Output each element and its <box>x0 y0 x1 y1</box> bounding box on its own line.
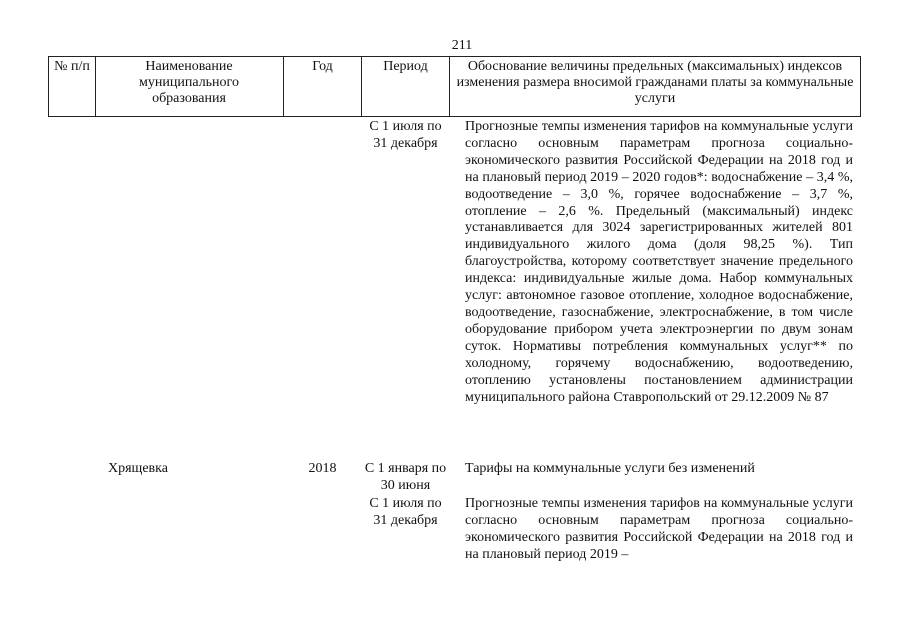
row-justification: Прогнозные темпы изменения тарифов на коммунальные услуги согласно основным параметрам прогноза социально-экономического развития Российской Федерации на 2018 год и на плановый период 2019 – <box>465 496 853 562</box>
row-period: С 1 января по 30 июня <box>364 461 447 493</box>
row-justification: Прогнозные темпы изменения тарифов на коммунальные услуги согласно основным параметрам прогноза социально-экономического развития Российской Федерации на 2018 год и на плановый период 2019 – 2020 годов*: водоснабжение – 3,4 %, водоотведение – 3,0 %, горячее водоснабжение – 3,7 %, отопление – 2,6 %. Предельный (максимальный) индекс устанавливается для 3024 зарегистрированных жителей 801 индивидуального жилого дома (доля 98,25 %). Тип благоустройства, которому соответствует значение предельного индекса: индивидуальные жилые дома. Набор коммунальных услуг: автономное газовое отопление, холодное водоснабжение, водоотведение, газоснабжение, электроснабжение, в том числе оборудование прибором учета электроэнергии по двум зонам суток. Нормативы потребления коммунальных услуг** по холодному, горячему водоснабжению, водоотведению, отоплению установлены постановлением администрации муниципального района Ставропольский от 29.12.2009 № 87 <box>465 119 853 405</box>
row-justification: Тарифы на коммунальные услуги без изменений <box>465 461 755 476</box>
table-top-border <box>48 56 861 57</box>
header-number: № п/п <box>54 59 90 74</box>
page-number: 211 <box>451 38 473 53</box>
row-municipality: Хрящевка <box>108 461 168 476</box>
header-year: Год <box>312 59 333 74</box>
row-period: С 1 июля по 31 декабря <box>369 496 442 528</box>
header-period: Период <box>383 59 428 74</box>
header-justification: Обоснование величины предельных (максимальных) индексов изменения размера вносимой гражданами платы за коммунальные услуги <box>456 59 854 106</box>
table-column-divider <box>860 56 861 116</box>
table-column-divider <box>449 56 450 116</box>
table-column-divider <box>95 56 96 116</box>
header-municipality: Наименование муниципального образования <box>139 59 239 106</box>
row-period: С 1 июля по 31 декабря <box>369 119 442 151</box>
row-year: 2018 <box>308 461 337 476</box>
table-header-bottom-border <box>48 116 861 117</box>
